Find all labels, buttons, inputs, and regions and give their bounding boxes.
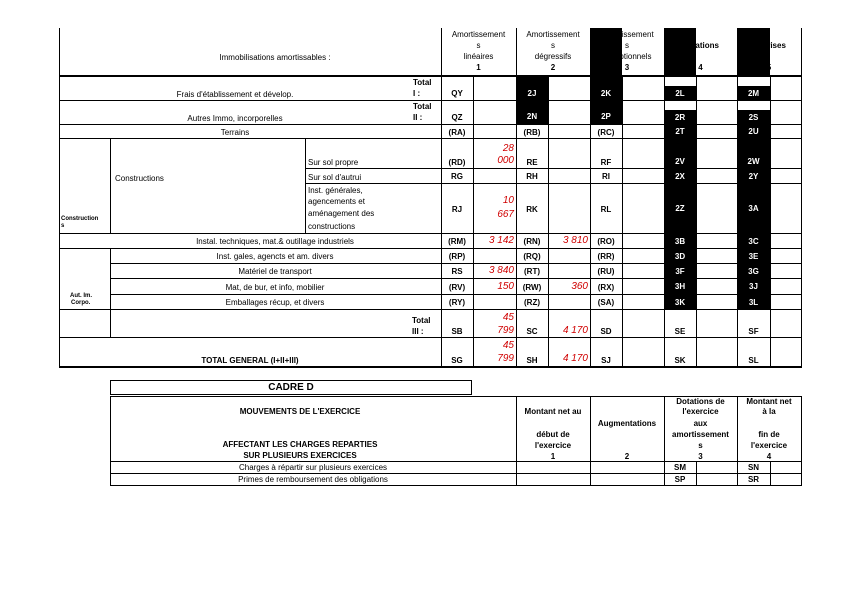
code-cell: SK [674, 356, 686, 365]
black-code-cell: 3K [664, 295, 696, 309]
black-code-cell: 3G [737, 264, 770, 278]
value-cell: 360 [571, 281, 588, 292]
header-bottom-line [59, 75, 801, 77]
value-cell: 3 840 [488, 265, 514, 276]
cadre-header-affectant: AFFECTANT LES CHARGES REPARTIES [222, 440, 378, 449]
col-line [696, 75, 697, 368]
row-line [59, 100, 801, 101]
cadre-header-col3-number: 3 [698, 452, 703, 461]
cadre-header-col4-number: 4 [766, 452, 772, 461]
row-label-terrains: Terrains [220, 128, 250, 137]
header-col2-number: 2 [550, 63, 556, 72]
value-cell: 3 810 [562, 235, 588, 246]
cadre-code-cell: SP [674, 475, 686, 484]
black-code-cell: 2X [664, 169, 696, 183]
value-cell: 45 [502, 312, 514, 323]
code-cell: (SA) [597, 298, 615, 307]
row-total-label: I : [413, 89, 421, 98]
table-bottom-line [59, 366, 801, 368]
row-total-label: III : [412, 327, 424, 336]
value-cell: 799 [497, 325, 514, 336]
code-cell: RE [526, 158, 538, 167]
cadre-col-line [696, 461, 697, 486]
black-code-cell: 3J [737, 279, 770, 294]
header-col3-line2: s [625, 41, 629, 50]
code-cell: (RT) [524, 267, 540, 276]
header-col2-line2: s [551, 41, 555, 50]
header-col3-line1: Amortissement [600, 30, 654, 39]
row-label-mat-bur: Mat, de bur, et info, mobilier [225, 283, 325, 292]
black-code-cell: 2L [664, 86, 696, 100]
code-cell: SF [748, 327, 759, 336]
black-code-cell: 3C [737, 234, 770, 248]
code-cell: (RA) [448, 128, 466, 137]
row-line [305, 183, 801, 184]
value-cell: 3 142 [488, 235, 514, 246]
code-cell: (RB) [523, 128, 541, 137]
row-label-inst-gales: Inst. gales, agencts et am. divers [216, 252, 334, 261]
cadre-header-col4: fin de [758, 430, 780, 439]
black-code-cell: 2J [516, 86, 548, 100]
cadre-code-cell: SN [747, 463, 760, 472]
value-cell: 4 170 [562, 325, 588, 336]
row-label-instal-tech: Instal. techniques, mat.& outillage industriels [196, 237, 354, 246]
row-label-sol-propre: Sur sol propre [308, 158, 359, 167]
code-cell: SG [451, 356, 463, 365]
black-code-cell: 3H [664, 279, 696, 294]
col-line [305, 138, 306, 233]
side-label-aut-im: Aut. Im. [70, 293, 92, 299]
black-code-cell: 2Y [737, 169, 770, 183]
code-cell: (RY) [448, 298, 466, 307]
black-code-cell: 2M [737, 86, 770, 100]
cadre-code-cell: SR [747, 475, 760, 484]
cadre-row-label: Charges à répartir sur plusieurs exercices [238, 463, 388, 472]
code-cell: (RC) [597, 128, 615, 137]
black-fill [516, 77, 548, 86]
cadre-col-line [590, 396, 591, 486]
black-code-cell: 2U [737, 125, 770, 138]
value-cell: 28 [502, 143, 514, 154]
value-cell: 45 [502, 340, 514, 351]
code-cell: (RW) [522, 283, 542, 292]
code-cell: (RO) [597, 237, 615, 246]
row-total-label: Total [413, 102, 432, 111]
col-line [622, 75, 623, 368]
code-cell: RI [602, 172, 610, 181]
black-code-cell: 3E [737, 249, 770, 263]
cadre-header-col3: Dotations de [676, 397, 725, 406]
header-col1-number: 1 [476, 63, 481, 72]
cadre-d-title: CADRE D [268, 382, 314, 393]
code-cell: QZ [451, 113, 463, 122]
value-cell: 799 [497, 353, 514, 364]
black-code-cell: 2W [737, 139, 770, 168]
cadre-header-col1-number: 1 [550, 452, 556, 461]
row-label-emballages: Emballages récup, et divers [225, 298, 325, 307]
cadre-header-col1: l'exercice [534, 441, 572, 450]
code-cell: SE [674, 327, 686, 336]
side-label-aut-im: Corpo. [71, 300, 91, 306]
cadre-header-col4: à la [762, 407, 776, 416]
col-line [110, 248, 111, 337]
black-code-cell: 2V [664, 139, 696, 168]
value-cell: 10 [502, 195, 514, 206]
code-cell: RG [451, 172, 463, 181]
row-label-materiel: Matériel de transport [238, 267, 312, 276]
black-code-cell: 2K [590, 86, 622, 100]
row-line [110, 278, 801, 279]
cadre-line [110, 485, 802, 486]
row-label-autres: Autres Immo, incorporelles [187, 114, 283, 123]
header-dotations: Dotations [682, 41, 719, 50]
header-col2-line3: dégressifs [534, 52, 572, 61]
row-line [305, 168, 801, 169]
header-col1-line1: Amortissement [451, 30, 506, 39]
header-col2-line1: Amortissement [526, 30, 580, 39]
value-cell: 667 [497, 209, 514, 220]
code-cell: RJ [451, 205, 463, 214]
side-label-constructions: Construction [61, 216, 99, 222]
cadre-line [110, 461, 802, 462]
code-cell: SC [526, 327, 538, 336]
cadre-line [110, 473, 802, 474]
cadre-header-col1: début de [536, 430, 570, 439]
value-cell: 150 [497, 281, 514, 292]
code-cell: (RX) [597, 283, 615, 292]
code-cell: QY [451, 89, 463, 98]
row-label-frais: Frais d'établissement et dévelop. [176, 90, 294, 99]
code-cell: RL [600, 205, 612, 214]
cadre-header-col3: s [698, 441, 703, 450]
row-line [59, 309, 801, 310]
black-code-cell: 2S [737, 110, 770, 124]
row-label-constructions: Constructions [115, 174, 164, 183]
value-cell: 4 170 [562, 353, 588, 364]
cadre-row-label: Primes de remboursement des obligations [238, 475, 388, 484]
black-fill [590, 77, 622, 86]
code-cell: SH [526, 356, 538, 365]
code-cell: (RP) [448, 252, 466, 261]
row-total-label: II : [413, 113, 423, 122]
header-col4-number: 4 [698, 63, 703, 72]
value-cell: 000 [497, 155, 514, 166]
black-code-cell: 2T [664, 125, 696, 138]
black-code-cell: 2Z [664, 184, 696, 233]
cadre-header-col4: Montant net [746, 397, 792, 406]
black-code-cell: 2P [590, 101, 622, 124]
black-code-cell: 3F [664, 264, 696, 278]
code-cell: (RU) [597, 267, 615, 276]
cadre-col-line [110, 396, 111, 486]
col-line [801, 28, 802, 368]
code-cell: (RR) [597, 252, 615, 261]
side-label-constructions: s [61, 223, 65, 229]
cadre-col-line [770, 461, 771, 486]
cadre-header-col2-number: 2 [624, 452, 630, 461]
header-col5-number: 5 [766, 63, 772, 72]
code-cell: RF [600, 158, 612, 167]
black-code-cell: 2R [664, 110, 696, 124]
black-code-cell: 3B [664, 234, 696, 248]
code-cell: (RD) [448, 158, 466, 167]
row-label-total-general: TOTAL GENERAL (I+II+III) [201, 356, 299, 365]
row-total-label: Total [413, 78, 432, 87]
code-cell: (RQ) [523, 252, 541, 261]
col-line [110, 138, 111, 233]
header-immobilisations: Immobilisations amortissables : [219, 53, 331, 62]
row-line [110, 294, 801, 295]
header-col1-line2: s [476, 41, 481, 50]
row-line [59, 337, 801, 338]
code-cell: SJ [601, 356, 611, 365]
black-code-cell: 3L [737, 295, 770, 309]
row-label-inst-gen: aménagement des [308, 209, 375, 218]
row-label-sol-autrui: Sur sol d'autrui [308, 173, 362, 182]
cadre-header-augmentations: Augmentations [597, 419, 657, 428]
black-code-cell: 3A [737, 184, 770, 233]
code-cell: (RM) [448, 237, 466, 246]
col-line [59, 28, 60, 368]
cadre-header-col4: l'exercice [750, 441, 788, 450]
row-total-label: Total [412, 316, 431, 325]
cadre-header-mouvements: MOUVEMENTS DE L'EXERCICE [239, 407, 361, 416]
code-cell: RH [526, 172, 538, 181]
row-line [110, 263, 801, 264]
cadre-header-col3: amortissement [672, 430, 729, 439]
header-col3-line3: exceptionnels [602, 52, 652, 61]
code-cell: SD [600, 327, 612, 336]
code-cell: RS [451, 267, 463, 276]
col-line [441, 28, 442, 368]
header-reprises: Reprises [752, 41, 786, 50]
code-cell: SB [451, 327, 463, 336]
cadre-header-col3: aux [693, 419, 708, 428]
row-label-inst-gen: Inst. générales, [308, 186, 363, 195]
row-label-inst-gen: agencements et [308, 197, 365, 206]
black-code-cell: 2N [516, 101, 548, 124]
cadre-code-cell: SM [674, 463, 686, 472]
cadre-col-line [801, 396, 802, 486]
code-cell: RK [526, 205, 538, 214]
row-label-inst-gen: constructions [308, 222, 356, 231]
code-cell: (RN) [523, 237, 541, 246]
col-line [770, 75, 771, 368]
code-cell: (RZ) [524, 298, 540, 307]
cadre-header-affectant: SUR PLUSIEURS EXERCICES [243, 451, 357, 460]
code-cell: (RV) [448, 283, 466, 292]
code-cell: SL [748, 356, 759, 365]
cadre-header-col3: l'exercice [682, 407, 719, 416]
black-code-cell: 3D [664, 249, 696, 263]
cadre-header-col1: Montant net au [524, 407, 582, 416]
header-col1-line3: linéaires [463, 52, 494, 61]
header-col3-number: 3 [624, 63, 630, 72]
